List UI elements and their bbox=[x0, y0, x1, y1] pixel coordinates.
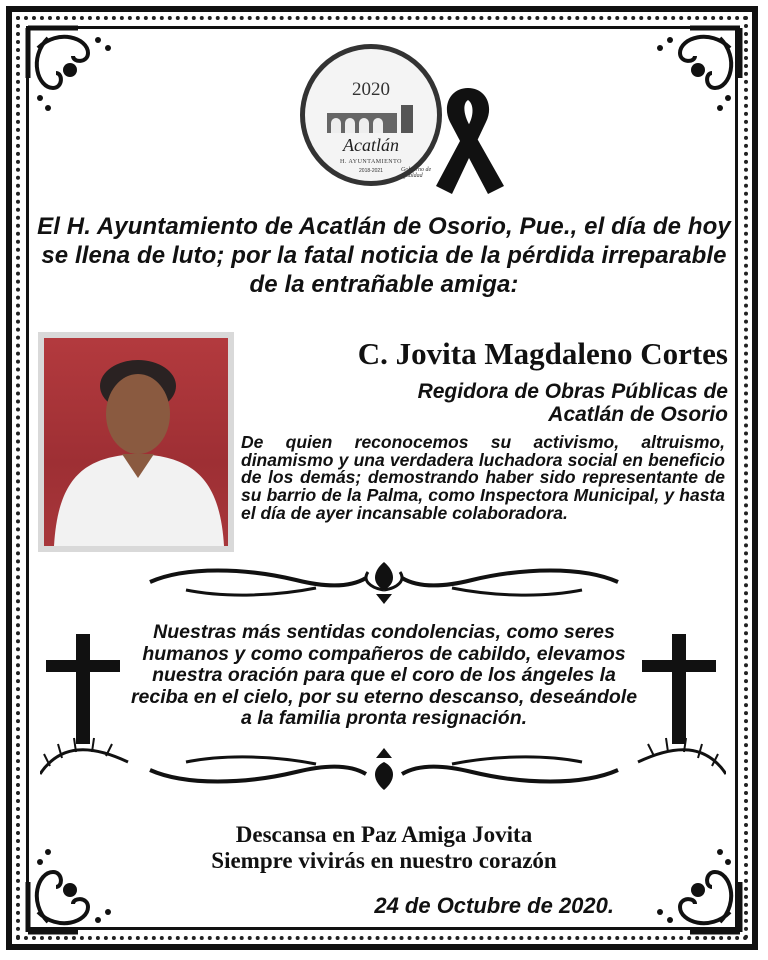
flourish-ornament-icon bbox=[146, 748, 622, 792]
role-line: Acatlán de Osorio bbox=[548, 403, 728, 426]
logo-subtitle: H. AYUNTAMIENTO bbox=[339, 159, 403, 165]
corner-ornament-icon bbox=[640, 18, 750, 128]
logo-motto: Gobierno de Igualdad bbox=[401, 167, 432, 179]
logo-period: 2018-2021 bbox=[359, 168, 383, 174]
closing-line: Descansa en Paz Amiga Jovita bbox=[235, 822, 533, 847]
deceased-biography: De quien reconocemos su activismo, altruismo, dinamismo y una verdadera luchadora social en beneficio de los demás; demostrando haber sido representante de su barrio de la Palma, como Inspectora Municipal, y hasta el día de ayer incansable colaboradora. bbox=[241, 432, 725, 523]
closing-message bbox=[100, 822, 668, 874]
deceased-role bbox=[240, 380, 728, 426]
date: 24 de Octubre de 2020. bbox=[374, 893, 614, 918]
deceased-name: C. Jovita Magdaleno Cortes bbox=[357, 336, 728, 371]
role-line: Regidora de Obras Públicas de bbox=[417, 380, 728, 403]
intro-text: El H. Ayuntamiento de Acatlán de Osorio, Pue., el día de hoy se llena de luto; por la fatal noticia de la pérdida irreparable de la entrañable amiga: bbox=[37, 213, 731, 298]
cross-icon bbox=[636, 634, 726, 784]
portrait-photo bbox=[38, 332, 234, 552]
corner-ornament-icon bbox=[18, 18, 128, 128]
cross-icon bbox=[40, 634, 130, 784]
mourning-ribbon-icon bbox=[428, 82, 510, 202]
condolences-text: Nuestras más sentidas condolencias, como seres humanos y como compañeros de cabildo, elevamos nuestra oración para que el coro de los ángeles la reciba en el cielo, por su eterno descanso, deseándole a la familia pronta resignación. bbox=[130, 621, 638, 730]
flourish-ornament-icon bbox=[146, 560, 622, 604]
logo-name: Acatlán bbox=[343, 135, 399, 155]
person-portrait bbox=[44, 338, 228, 546]
closing-line: Siempre vivirás en nuestro corazón bbox=[211, 848, 557, 873]
building-arches-icon bbox=[325, 105, 417, 135]
logo-year: 2020 bbox=[352, 79, 390, 100]
municipality-logo bbox=[300, 44, 442, 186]
